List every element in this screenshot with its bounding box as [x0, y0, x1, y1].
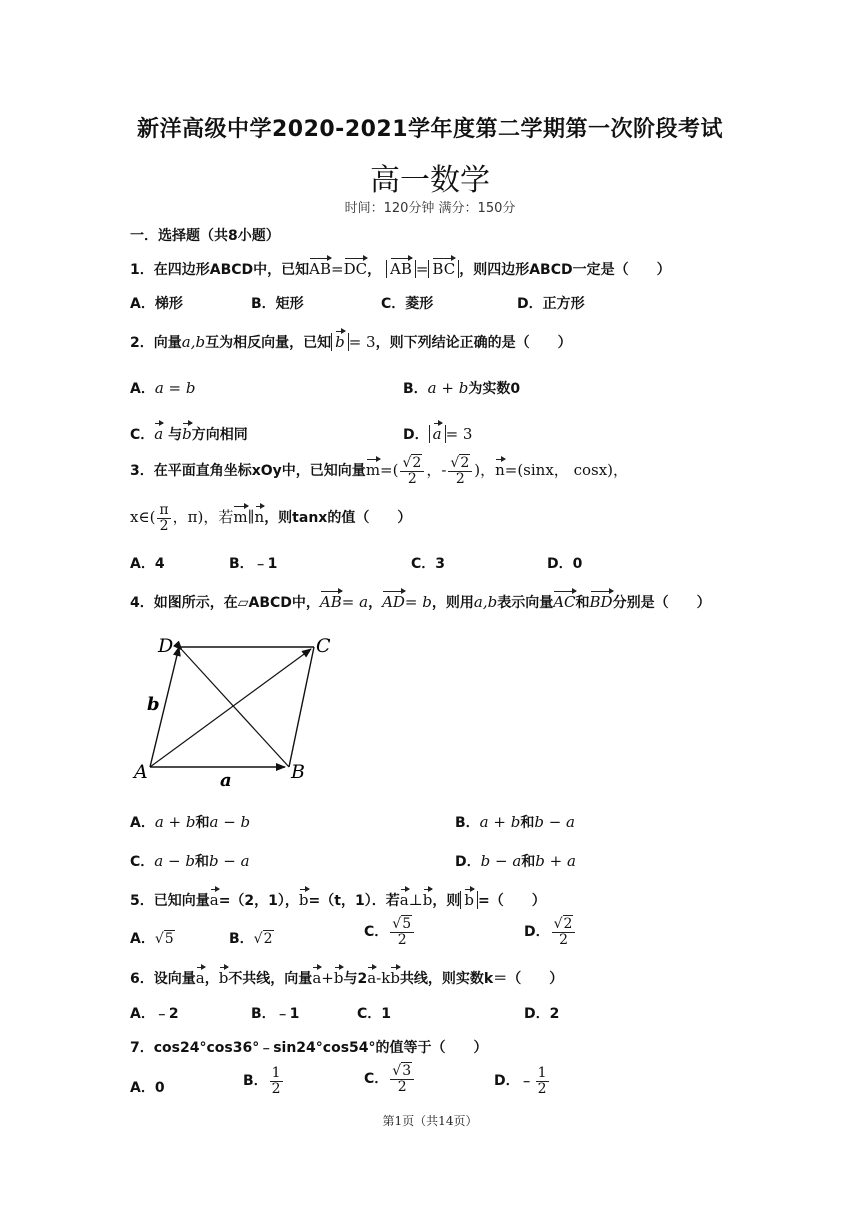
label-vec-a: a — [220, 770, 232, 788]
diagonal-bd — [182, 650, 289, 767]
q3-option-b: B．﹣1 — [229, 556, 278, 572]
segment-bc — [289, 647, 314, 767]
question-3-stem: 3．在平面直角坐标xOy中，已知向量m=( $\frac{√2}{2}$ ，- $\frac{√2}{2}$ )，n=(sinx， cosx)， — [130, 455, 629, 487]
q1-option-c: C．菱形 — [381, 296, 434, 312]
exam-title: 新洋高级中学2020-2021学年度第二学期第一次阶段考试 — [136, 117, 724, 142]
page-footer: 第1页（共14页） — [382, 1114, 478, 1128]
q4-option-c: C．a − b和b − a — [130, 852, 250, 870]
q1-option-d: D．正方形 — [517, 296, 585, 312]
q3-option-a: A．4 — [130, 556, 165, 572]
q6-option-c: C．1 — [357, 1006, 392, 1022]
parallelogram-figure — [128, 628, 348, 788]
q5-option-c: C． $\frac{√5}{2}$ — [364, 917, 416, 947]
q2-option-a: A．a = b — [130, 379, 196, 397]
section-heading: 一．选择题（共8小题） — [130, 228, 280, 244]
q3-option-c: C．3 — [411, 556, 446, 572]
question-2-stem: 2．向量a,b互为相反向量，已知 b = 3，则下列结论正确的是（ ） — [130, 333, 572, 351]
q5-option-b: B．√2 — [229, 931, 273, 947]
q5-option-a: A．√5 — [130, 931, 174, 947]
q4-option-b: B．a + b和b − a — [455, 813, 575, 831]
q1-option-b: B．矩形 — [251, 296, 304, 312]
q1-option-a: A．梯形 — [130, 296, 183, 312]
label-c: C — [316, 635, 331, 657]
question-1-stem: 1．在四边形ABCD中，已知AB=DC， AB = BC ，则四边形ABCD一定是（ ） — [130, 260, 671, 278]
q7-option-d: D．﹣ $\frac{1}{2}$ — [494, 1065, 547, 1097]
q4-option-a: A．a + b和a − b — [130, 813, 251, 831]
q7-option-b: B． $\frac{1}{2}$ — [243, 1065, 281, 1097]
subject-title: 高一数学 — [370, 163, 490, 198]
label-d: D — [158, 635, 174, 657]
label-a: A — [134, 761, 148, 783]
question-3-stem-line2: x∈( $\frac{\pi}{2}$ ，π)，若m∥n，则tanx的值（ ） — [130, 502, 412, 534]
question-6-stem: 6．设向量a，b不共线，向量a+b与2a-kb共线，则实数k＝（ ） — [130, 969, 564, 987]
q6-option-d: D．2 — [524, 1006, 560, 1022]
q4-option-d: D．b − a和b + a — [455, 852, 576, 870]
q6-option-a: A．﹣2 — [130, 1006, 179, 1022]
question-7-stem: 7．cos24°cos36°﹣sin24°cos54°的值等于（ ） — [130, 1040, 488, 1056]
question-4-stem: 4．如图所示，在▱ABCD中，AB= a，AD= b，则用a,b表示向量AC和BD分别是（ ） — [130, 593, 711, 611]
q2-option-b: B．a + b为实数0 — [403, 379, 521, 397]
q7-option-a: A．0 — [130, 1080, 165, 1096]
q2-option-c: C．a 与b方向相同 — [130, 425, 248, 443]
q5-option-d: D． $\frac{√2}{2}$ — [524, 917, 577, 947]
q2-option-d: D． a = 3 — [403, 425, 473, 443]
q6-option-b: B．﹣1 — [251, 1006, 300, 1022]
label-b: B — [291, 761, 305, 783]
question-5-stem: 5．已知向量a=（2，1），b=（t，1）．若a⊥b，则 b =（ ） — [130, 891, 546, 909]
q7-option-c: C． $\frac{√3}{2}$ — [364, 1064, 416, 1094]
label-vec-b: b — [147, 694, 160, 715]
exam-meta: 时间：120分钟 满分：150分 — [344, 201, 516, 216]
q3-option-d: D．0 — [547, 556, 583, 572]
